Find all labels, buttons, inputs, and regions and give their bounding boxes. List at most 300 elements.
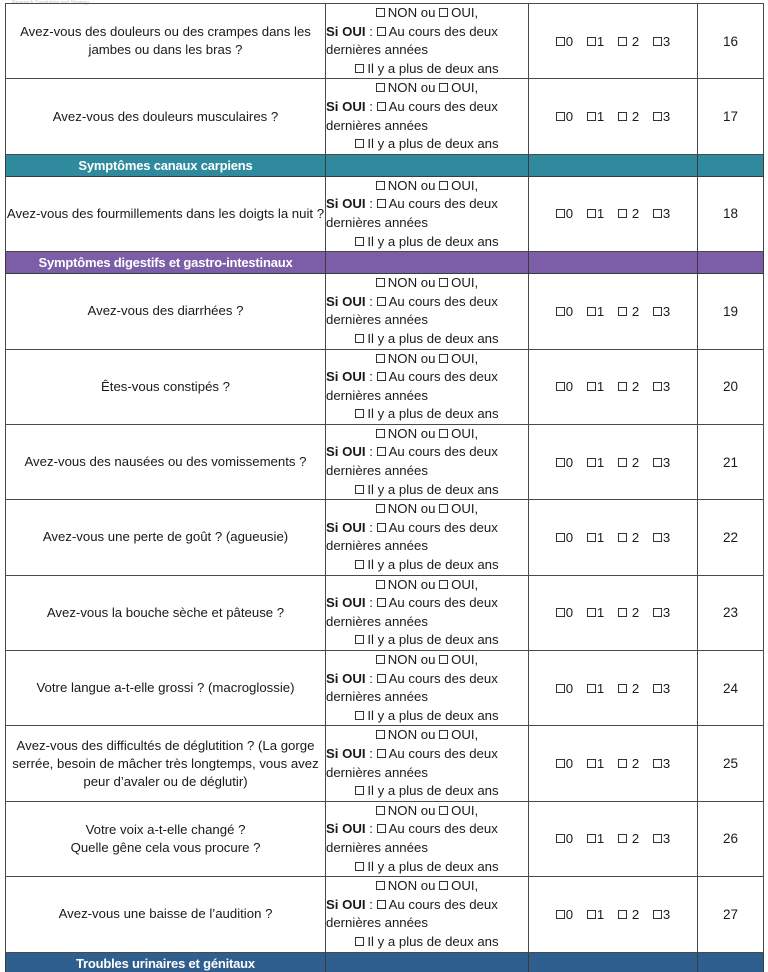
oui-label: OUI, bbox=[451, 802, 479, 818]
scale-option-1[interactable]: 1 bbox=[587, 379, 604, 394]
scale-option-3[interactable]: 3 bbox=[653, 109, 670, 124]
checkbox-icon bbox=[587, 458, 596, 467]
severity-scale-cell bbox=[529, 500, 698, 575]
severity-scale-cell bbox=[529, 651, 698, 726]
section-header-purple bbox=[6, 252, 764, 274]
checkbox-non[interactable] bbox=[376, 429, 385, 438]
checkbox-recent[interactable] bbox=[377, 598, 386, 607]
oui-label: OUI, bbox=[451, 350, 479, 366]
checkbox-recent[interactable] bbox=[377, 447, 386, 456]
scale-option-2[interactable]: 2 bbox=[618, 206, 639, 221]
section-title: Symptômes canaux carpiens bbox=[6, 154, 326, 176]
checkbox-oui[interactable] bbox=[439, 83, 448, 92]
question-row bbox=[6, 651, 764, 726]
checkbox-oui[interactable] bbox=[439, 8, 448, 17]
older-label: Il y a plus de deux ans bbox=[367, 330, 499, 346]
scale-option-2[interactable]: 2 bbox=[618, 605, 639, 620]
checkbox-older[interactable] bbox=[355, 862, 364, 871]
non-label: NON ou bbox=[387, 5, 436, 20]
colon-separator: : bbox=[365, 519, 377, 535]
non-label: NON ou bbox=[387, 802, 436, 818]
checkbox-recent[interactable] bbox=[377, 824, 386, 833]
non-label: NON ou bbox=[387, 652, 436, 667]
checkbox-recent[interactable] bbox=[377, 900, 386, 909]
checkbox-icon bbox=[587, 112, 596, 121]
question-text: Avez-vous une perte de goût ? (agueusie) bbox=[6, 500, 326, 575]
checkbox-icon bbox=[653, 209, 662, 218]
recent-label-continued: dernières années bbox=[326, 42, 428, 58]
severity-scale-cell bbox=[529, 274, 698, 349]
si-oui-label: Si OUI bbox=[326, 293, 366, 309]
checkbox-recent[interactable] bbox=[377, 372, 386, 381]
scale-option-2[interactable]: 2 bbox=[618, 379, 639, 394]
non-label: NON ou bbox=[387, 576, 436, 592]
checkbox-icon bbox=[653, 608, 662, 617]
scale-option-0[interactable]: 0 bbox=[556, 530, 573, 545]
recent-label: Au cours des deux bbox=[388, 293, 498, 309]
checkbox-icon bbox=[618, 533, 627, 542]
section-filler-cell bbox=[529, 154, 698, 176]
scale-option-0[interactable]: 0 bbox=[556, 304, 573, 319]
yes-no-answer-cell bbox=[326, 176, 529, 251]
question-number: 21 bbox=[698, 424, 764, 499]
checkbox-icon bbox=[653, 458, 662, 467]
severity-scale-cell bbox=[529, 79, 698, 154]
colon-separator: : bbox=[365, 196, 377, 212]
severity-scale-cell bbox=[529, 176, 698, 251]
older-label: Il y a plus de deux ans bbox=[367, 406, 499, 422]
scale-option-2[interactable]: 2 bbox=[618, 831, 639, 846]
colon-separator: : bbox=[365, 369, 377, 385]
question-row bbox=[6, 424, 764, 499]
scale-option-1[interactable]: 1 bbox=[587, 756, 604, 771]
checkbox-icon bbox=[556, 759, 565, 768]
colon-separator: : bbox=[365, 670, 377, 686]
si-oui-label: Si OUI bbox=[326, 595, 366, 611]
question-text: Avez-vous des fourmillements dans les doigts la nuit ? bbox=[6, 176, 326, 251]
recent-label-continued: dernières années bbox=[326, 538, 428, 554]
recent-label-continued: dernières années bbox=[326, 839, 428, 855]
question-number: 26 bbox=[698, 801, 764, 876]
recent-label: Au cours des deux bbox=[388, 896, 498, 912]
question-row bbox=[6, 79, 764, 154]
severity-scale-cell bbox=[529, 726, 698, 801]
question-number: 27 bbox=[698, 877, 764, 952]
non-label: NON ou bbox=[387, 275, 436, 291]
checkbox-non[interactable] bbox=[376, 504, 385, 513]
document-watermark: Research Translation and Strategy bbox=[12, 0, 89, 6]
colon-separator: : bbox=[365, 293, 377, 309]
oui-label: OUI, bbox=[451, 878, 479, 894]
question-row bbox=[6, 575, 764, 650]
scale-option-0[interactable]: 0 bbox=[556, 34, 573, 49]
recent-label: Au cours des deux bbox=[388, 670, 498, 686]
checkbox-icon bbox=[556, 533, 565, 542]
scale-option-0[interactable]: 0 bbox=[556, 605, 573, 620]
section-filler-cell bbox=[698, 154, 764, 176]
scale-option-0[interactable]: 0 bbox=[556, 756, 573, 771]
scale-option-0[interactable]: 0 bbox=[556, 455, 573, 470]
scale-option-2[interactable]: 2 bbox=[618, 304, 639, 319]
scale-option-2[interactable]: 2 bbox=[618, 109, 639, 124]
checkbox-icon bbox=[653, 759, 662, 768]
oui-label: OUI, bbox=[451, 80, 479, 96]
recent-label: Au cours des deux bbox=[388, 23, 498, 39]
section-filler-cell bbox=[529, 252, 698, 274]
oui-label: OUI, bbox=[451, 177, 479, 193]
checkbox-icon bbox=[618, 458, 627, 467]
scale-option-3[interactable]: 3 bbox=[653, 605, 670, 620]
section-filler-cell bbox=[326, 952, 529, 972]
yes-no-answer-cell bbox=[326, 651, 529, 726]
question-number: 19 bbox=[698, 274, 764, 349]
checkbox-non[interactable] bbox=[376, 655, 385, 664]
colon-separator: : bbox=[365, 98, 377, 114]
section-filler-cell bbox=[326, 252, 529, 274]
checkbox-non[interactable] bbox=[376, 354, 385, 363]
checkbox-recent[interactable] bbox=[377, 199, 386, 208]
scale-option-2[interactable]: 2 bbox=[618, 756, 639, 771]
checkbox-icon bbox=[618, 112, 627, 121]
question-text: Avez-vous des douleurs ou des crampes dans les jambes ou dans les bras ? bbox=[6, 4, 326, 79]
scale-option-0[interactable]: 0 bbox=[556, 681, 573, 696]
scale-option-1[interactable]: 1 bbox=[587, 530, 604, 545]
older-label: Il y a plus de deux ans bbox=[367, 557, 499, 573]
checkbox-recent[interactable] bbox=[377, 749, 386, 758]
scale-option-0[interactable]: 0 bbox=[556, 206, 573, 221]
checkbox-older[interactable] bbox=[355, 560, 364, 569]
scale-option-0[interactable]: 0 bbox=[556, 907, 573, 922]
oui-label: OUI, bbox=[451, 727, 479, 743]
yes-no-answer-cell bbox=[326, 79, 529, 154]
non-label: NON ou bbox=[387, 425, 436, 441]
si-oui-label: Si OUI bbox=[326, 369, 366, 385]
scale-option-3[interactable]: 3 bbox=[653, 206, 670, 221]
question-text: Votre langue a-t-elle grossi ? (macroglossie) bbox=[6, 651, 326, 726]
checkbox-icon bbox=[618, 834, 627, 843]
severity-scale-cell bbox=[529, 349, 698, 424]
si-oui-label: Si OUI bbox=[326, 98, 366, 114]
checkbox-icon bbox=[618, 382, 627, 391]
checkbox-icon bbox=[618, 37, 627, 46]
question-text: Avez-vous la bouche sèche et pâteuse ? bbox=[6, 575, 326, 650]
severity-scale-cell bbox=[529, 424, 698, 499]
scale-option-1[interactable]: 1 bbox=[587, 831, 604, 846]
scale-option-1[interactable]: 1 bbox=[587, 34, 604, 49]
yes-no-answer-cell bbox=[326, 424, 529, 499]
scale-option-3[interactable]: 3 bbox=[653, 681, 670, 696]
checkbox-recent[interactable] bbox=[377, 102, 386, 111]
recent-label-continued: dernières années bbox=[326, 915, 428, 931]
checkbox-icon bbox=[618, 910, 627, 919]
questionnaire-body bbox=[6, 4, 764, 972]
scale-option-3[interactable]: 3 bbox=[653, 455, 670, 470]
scale-option-3[interactable]: 3 bbox=[653, 379, 670, 394]
question-text: Avez-vous des nausées ou des vomissements ? bbox=[6, 424, 326, 499]
recent-label: Au cours des deux bbox=[388, 745, 498, 761]
checkbox-non[interactable] bbox=[376, 730, 385, 739]
checkbox-oui[interactable] bbox=[439, 881, 448, 890]
older-label: Il y a plus de deux ans bbox=[367, 60, 499, 76]
checkbox-icon bbox=[556, 112, 565, 121]
checkbox-icon bbox=[618, 209, 627, 218]
yes-no-answer-cell bbox=[326, 575, 529, 650]
checkbox-non[interactable] bbox=[376, 806, 385, 815]
recent-label: Au cours des deux bbox=[388, 196, 498, 212]
checkbox-icon bbox=[618, 608, 627, 617]
question-number: 25 bbox=[698, 726, 764, 801]
question-number: 18 bbox=[698, 176, 764, 251]
older-label: Il y a plus de deux ans bbox=[367, 783, 499, 799]
checkbox-icon bbox=[618, 307, 627, 316]
scale-option-3[interactable]: 3 bbox=[653, 831, 670, 846]
checkbox-icon bbox=[653, 382, 662, 391]
recent-label: Au cours des deux bbox=[388, 821, 498, 837]
section-title: Symptômes digestifs et gastro-intestinaux bbox=[6, 252, 326, 274]
question-row bbox=[6, 500, 764, 575]
question-row bbox=[6, 877, 764, 952]
older-label: Il y a plus de deux ans bbox=[367, 136, 499, 152]
non-label: NON ou bbox=[387, 727, 436, 743]
checkbox-non[interactable] bbox=[376, 580, 385, 589]
oui-label: OUI, bbox=[451, 5, 479, 20]
section-filler-cell bbox=[326, 154, 529, 176]
colon-separator: : bbox=[365, 896, 377, 912]
question-row bbox=[6, 349, 764, 424]
recent-label-continued: dernières années bbox=[326, 463, 428, 479]
checkbox-oui[interactable] bbox=[439, 429, 448, 438]
recent-label-continued: dernières années bbox=[326, 312, 428, 328]
checkbox-icon bbox=[653, 112, 662, 121]
checkbox-non[interactable] bbox=[376, 881, 385, 890]
recent-label-continued: dernières années bbox=[326, 613, 428, 629]
checkbox-oui[interactable] bbox=[439, 730, 448, 739]
question-text: Avez-vous des douleurs musculaires ? bbox=[6, 79, 326, 154]
oui-label: OUI, bbox=[451, 652, 479, 667]
question-row bbox=[6, 176, 764, 251]
checkbox-older[interactable] bbox=[355, 485, 364, 494]
checkbox-recent[interactable] bbox=[377, 523, 386, 532]
checkbox-oui[interactable] bbox=[439, 580, 448, 589]
checkbox-oui[interactable] bbox=[439, 655, 448, 664]
scale-option-1[interactable]: 1 bbox=[587, 681, 604, 696]
older-label: Il y a plus de deux ans bbox=[367, 233, 499, 249]
question-row bbox=[6, 4, 764, 79]
question-number: 16 bbox=[698, 4, 764, 79]
scale-option-0[interactable]: 0 bbox=[556, 379, 573, 394]
si-oui-label: Si OUI bbox=[326, 444, 366, 460]
yes-no-answer-cell bbox=[326, 4, 529, 79]
yes-no-answer-cell bbox=[326, 801, 529, 876]
scale-option-0[interactable]: 0 bbox=[556, 109, 573, 124]
checkbox-icon bbox=[587, 533, 596, 542]
checkbox-icon bbox=[587, 759, 596, 768]
scale-option-3[interactable]: 3 bbox=[653, 756, 670, 771]
recent-label: Au cours des deux bbox=[388, 369, 498, 385]
checkbox-icon bbox=[653, 910, 662, 919]
checkbox-icon bbox=[556, 307, 565, 316]
question-row bbox=[6, 726, 764, 801]
oui-label: OUI, bbox=[451, 576, 479, 592]
non-label: NON ou bbox=[387, 501, 436, 517]
question-number: 17 bbox=[698, 79, 764, 154]
checkbox-icon bbox=[587, 382, 596, 391]
recent-label-continued: dernières années bbox=[326, 214, 428, 230]
checkbox-non[interactable] bbox=[376, 278, 385, 287]
checkbox-icon bbox=[556, 608, 565, 617]
question-text: Avez-vous des difficultés de déglutition ? (La gorge serrée, besoin de mâcher très longtemps, vous avez peur d’avaler ou de déglutir) bbox=[6, 726, 326, 801]
section-header-teal bbox=[6, 154, 764, 176]
si-oui-label: Si OUI bbox=[326, 821, 366, 837]
section-filler-cell bbox=[529, 952, 698, 972]
checkbox-icon bbox=[653, 834, 662, 843]
yes-no-answer-cell bbox=[326, 349, 529, 424]
yes-no-answer-cell bbox=[326, 500, 529, 575]
severity-scale-cell bbox=[529, 877, 698, 952]
checkbox-icon bbox=[653, 684, 662, 693]
checkbox-oui[interactable] bbox=[439, 181, 448, 190]
oui-label: OUI, bbox=[451, 425, 479, 441]
recent-label: Au cours des deux bbox=[388, 519, 498, 535]
question-row bbox=[6, 274, 764, 349]
checkbox-oui[interactable] bbox=[439, 806, 448, 815]
recent-label-continued: dernières années bbox=[326, 117, 428, 133]
question-number: 20 bbox=[698, 349, 764, 424]
checkbox-icon bbox=[653, 37, 662, 46]
checkbox-oui[interactable] bbox=[439, 278, 448, 287]
question-text: Êtes-vous constipés ? bbox=[6, 349, 326, 424]
yes-no-answer-cell bbox=[326, 877, 529, 952]
non-label: NON ou bbox=[387, 350, 436, 366]
checkbox-older[interactable] bbox=[355, 635, 364, 644]
colon-separator: : bbox=[365, 23, 377, 39]
question-number: 23 bbox=[698, 575, 764, 650]
checkbox-icon bbox=[556, 458, 565, 467]
question-text: Votre voix a-t-elle changé ? Quelle gêne cela vous procure ? bbox=[6, 801, 326, 876]
older-label: Il y a plus de deux ans bbox=[367, 632, 499, 648]
checkbox-icon bbox=[587, 307, 596, 316]
severity-scale-cell bbox=[529, 4, 698, 79]
checkbox-non[interactable] bbox=[376, 8, 385, 17]
question-number: 22 bbox=[698, 500, 764, 575]
checkbox-non[interactable] bbox=[376, 83, 385, 92]
question-text: Avez-vous des diarrhées ? bbox=[6, 274, 326, 349]
checkbox-older[interactable] bbox=[355, 139, 364, 148]
checkbox-recent[interactable] bbox=[377, 27, 386, 36]
yes-no-answer-cell bbox=[326, 274, 529, 349]
scale-option-2[interactable]: 2 bbox=[618, 34, 639, 49]
checkbox-icon bbox=[587, 209, 596, 218]
scale-option-3[interactable]: 3 bbox=[653, 530, 670, 545]
checkbox-oui[interactable] bbox=[439, 504, 448, 513]
scale-option-1[interactable]: 1 bbox=[587, 605, 604, 620]
recent-label: Au cours des deux bbox=[388, 595, 498, 611]
checkbox-icon bbox=[556, 209, 565, 218]
recent-label-continued: dernières années bbox=[326, 764, 428, 780]
checkbox-icon bbox=[587, 608, 596, 617]
scale-option-1[interactable]: 1 bbox=[587, 206, 604, 221]
si-oui-label: Si OUI bbox=[326, 23, 366, 39]
checkbox-older[interactable] bbox=[355, 711, 364, 720]
checkbox-icon bbox=[653, 307, 662, 316]
checkbox-icon bbox=[556, 910, 565, 919]
si-oui-label: Si OUI bbox=[326, 745, 366, 761]
checkbox-icon bbox=[587, 834, 596, 843]
section-filler-cell bbox=[698, 952, 764, 972]
non-label: NON ou bbox=[387, 878, 436, 894]
recent-label: Au cours des deux bbox=[388, 98, 498, 114]
checkbox-oui[interactable] bbox=[439, 354, 448, 363]
checkbox-icon bbox=[556, 684, 565, 693]
scale-option-1[interactable]: 1 bbox=[587, 907, 604, 922]
checkbox-non[interactable] bbox=[376, 181, 385, 190]
checkbox-icon bbox=[618, 684, 627, 693]
checkbox-older[interactable] bbox=[355, 64, 364, 73]
checkbox-recent[interactable] bbox=[377, 674, 386, 683]
si-oui-label: Si OUI bbox=[326, 896, 366, 912]
symptom-questionnaire-table bbox=[5, 3, 764, 972]
scale-option-1[interactable]: 1 bbox=[587, 455, 604, 470]
recent-label-continued: dernières années bbox=[326, 689, 428, 705]
colon-separator: : bbox=[365, 745, 377, 761]
older-label: Il y a plus de deux ans bbox=[367, 707, 499, 723]
non-label: NON ou bbox=[387, 177, 436, 193]
oui-label: OUI, bbox=[451, 501, 479, 517]
older-label: Il y a plus de deux ans bbox=[367, 858, 499, 874]
recent-label: Au cours des deux bbox=[388, 444, 498, 460]
checkbox-older[interactable] bbox=[355, 786, 364, 795]
checkbox-older[interactable] bbox=[355, 937, 364, 946]
checkbox-icon bbox=[653, 533, 662, 542]
section-filler-cell bbox=[698, 252, 764, 274]
checkbox-icon bbox=[587, 684, 596, 693]
checkbox-older[interactable] bbox=[355, 237, 364, 246]
checkbox-icon bbox=[556, 37, 565, 46]
oui-label: OUI, bbox=[451, 275, 479, 291]
question-row bbox=[6, 801, 764, 876]
older-label: Il y a plus de deux ans bbox=[367, 933, 499, 949]
checkbox-icon bbox=[618, 759, 627, 768]
colon-separator: : bbox=[365, 595, 377, 611]
scale-option-3[interactable]: 3 bbox=[653, 34, 670, 49]
scale-option-2[interactable]: 2 bbox=[618, 530, 639, 545]
question-text: Avez-vous une baisse de l’audition ? bbox=[6, 877, 326, 952]
scale-option-2[interactable]: 2 bbox=[618, 455, 639, 470]
checkbox-icon bbox=[587, 910, 596, 919]
checkbox-older[interactable] bbox=[355, 334, 364, 343]
recent-label-continued: dernières années bbox=[326, 387, 428, 403]
severity-scale-cell bbox=[529, 801, 698, 876]
scale-option-2[interactable]: 2 bbox=[618, 681, 639, 696]
checkbox-icon bbox=[556, 382, 565, 391]
scale-option-1[interactable]: 1 bbox=[587, 109, 604, 124]
si-oui-label: Si OUI bbox=[326, 519, 366, 535]
scale-option-1[interactable]: 1 bbox=[587, 304, 604, 319]
checkbox-icon bbox=[587, 37, 596, 46]
scale-option-2[interactable]: 2 bbox=[618, 907, 639, 922]
older-label: Il y a plus de deux ans bbox=[367, 481, 499, 497]
scale-option-0[interactable]: 0 bbox=[556, 831, 573, 846]
checkbox-recent[interactable] bbox=[377, 297, 386, 306]
question-number: 24 bbox=[698, 651, 764, 726]
scale-option-3[interactable]: 3 bbox=[653, 304, 670, 319]
section-header-blue bbox=[6, 952, 764, 972]
scale-option-3[interactable]: 3 bbox=[653, 907, 670, 922]
checkbox-older[interactable] bbox=[355, 409, 364, 418]
non-label: NON ou bbox=[387, 80, 436, 96]
checkbox-icon bbox=[556, 834, 565, 843]
colon-separator: : bbox=[365, 821, 377, 837]
